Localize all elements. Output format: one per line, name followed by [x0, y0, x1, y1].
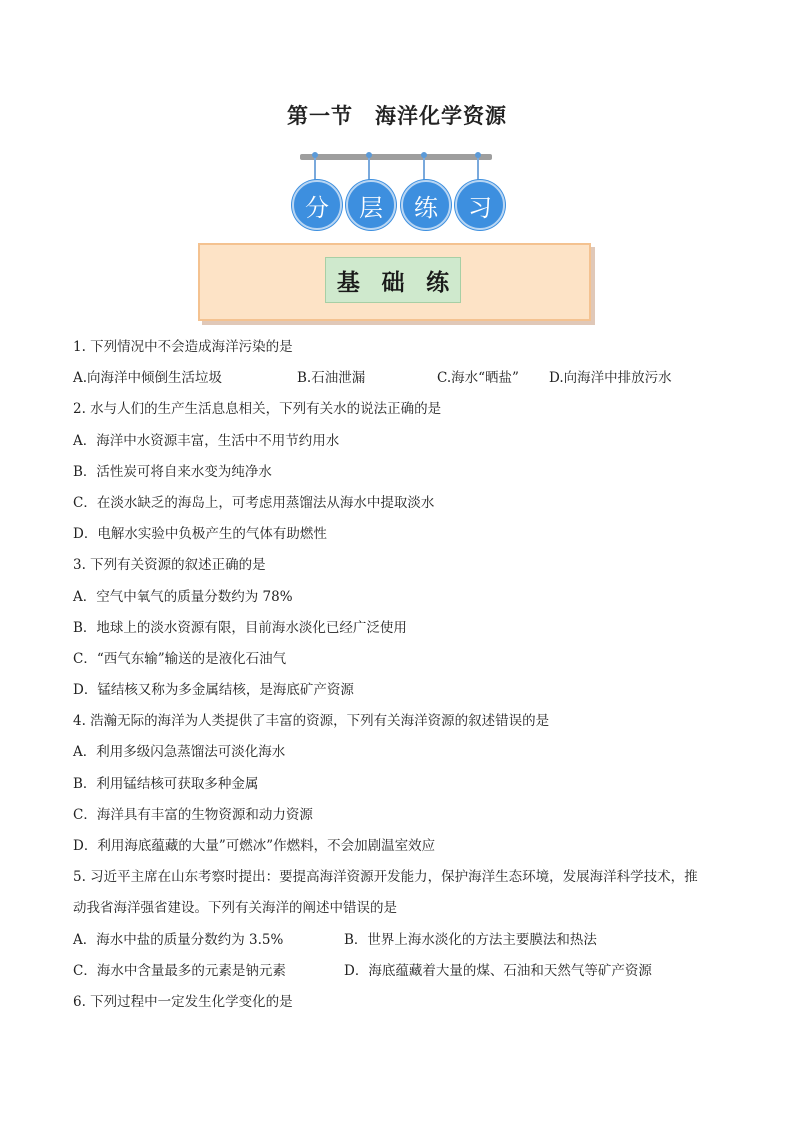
option: A．海洋中水资源丰富，生活中不用节约用水 — [73, 432, 340, 449]
header-rail — [300, 154, 492, 160]
option: B.石油泄漏 — [297, 370, 366, 387]
question-stem: 1. 下列情况中不会造成海洋污染的是 — [73, 339, 293, 355]
rail-dot — [475, 152, 481, 158]
page-title: 第一节 海洋化学资源 — [287, 104, 507, 128]
section-char: 础 — [381, 269, 405, 296]
header-circle-lian: 练 — [401, 180, 451, 230]
option: A．空气中氧气的质量分数约为 78% — [73, 588, 293, 605]
question-stem: 6. 下列过程中一定发生化学变化的是 — [73, 993, 293, 1010]
option: B．活性炭可将自来水变为纯净水 — [73, 463, 272, 480]
option: A．海水中盐的质量分数约为 3.5% — [73, 931, 284, 948]
option: B．利用锰结核可获取多种金属 — [73, 775, 259, 792]
option: C.海水“晒盐” — [437, 370, 519, 387]
header-circle-fen: 分 — [292, 180, 342, 230]
question-stem: 4. 浩瀚无际的海洋为人类提供了丰富的资源，下列有关海洋资源的叙述错误的是 — [73, 713, 550, 730]
rail-dot — [421, 152, 427, 158]
option: D．海底蕴藏着大量的煤、石油和天然气等矿产资源 — [344, 962, 652, 979]
question-stem-continued: 动我省海洋强省建设。下列有关海洋的阐述中错误的是 — [73, 900, 397, 917]
option: C．在淡水缺乏的海岛上，可考虑用蒸馏法从海水中提取淡水 — [73, 494, 435, 511]
option: A.向海洋中倾倒生活垃圾 — [73, 370, 223, 387]
section-char: 基 — [336, 269, 360, 296]
question-list — [73, 332, 733, 1018]
option: D.向海洋中排放污水 — [549, 370, 672, 387]
rail-dot — [312, 152, 318, 158]
option-row — [73, 925, 733, 956]
option-row — [73, 956, 733, 987]
option: C．“西气东输”输送的是液化石油气 — [73, 650, 287, 667]
option: A．利用多级闪急蒸馏法可淡化海水 — [73, 744, 286, 761]
option: C．海水中含量最多的元素是钠元素 — [73, 962, 286, 979]
option: C．海洋具有丰富的生物资源和动力资源 — [73, 806, 313, 823]
section-char: 练 — [426, 269, 450, 296]
section-label — [325, 257, 461, 303]
option: D．电解水实验中负极产生的气体有助燃性 — [73, 526, 327, 543]
option: B．地球上的淡水资源有限，目前海水淡化已经广泛使用 — [73, 619, 407, 636]
question-stem: 2. 水与人们的生产生活息息相关，下列有关水的说法正确的是 — [73, 401, 442, 418]
option: D．锰结核又称为多金属结核，是海底矿产资源 — [73, 682, 354, 699]
question-stem: 3. 下列有关资源的叙述正确的是 — [73, 557, 266, 574]
option: B．世界上海水淡化的方法主要膜法和热法 — [344, 931, 597, 948]
header-circle-ceng: 层 — [346, 180, 396, 230]
option: D．利用海底蕴藏的大量”可燃冰”作燃料，不会加剧温室效应 — [73, 838, 436, 854]
option-row — [73, 363, 733, 394]
question-stem: 5. 习近平主席在山东考察时提出：要提高海洋资源开发能力，保护海洋生态环境，发展海洋科学技术，推 — [73, 869, 698, 886]
rail-dot — [366, 152, 372, 158]
header-circle-xi: 习 — [455, 180, 505, 230]
